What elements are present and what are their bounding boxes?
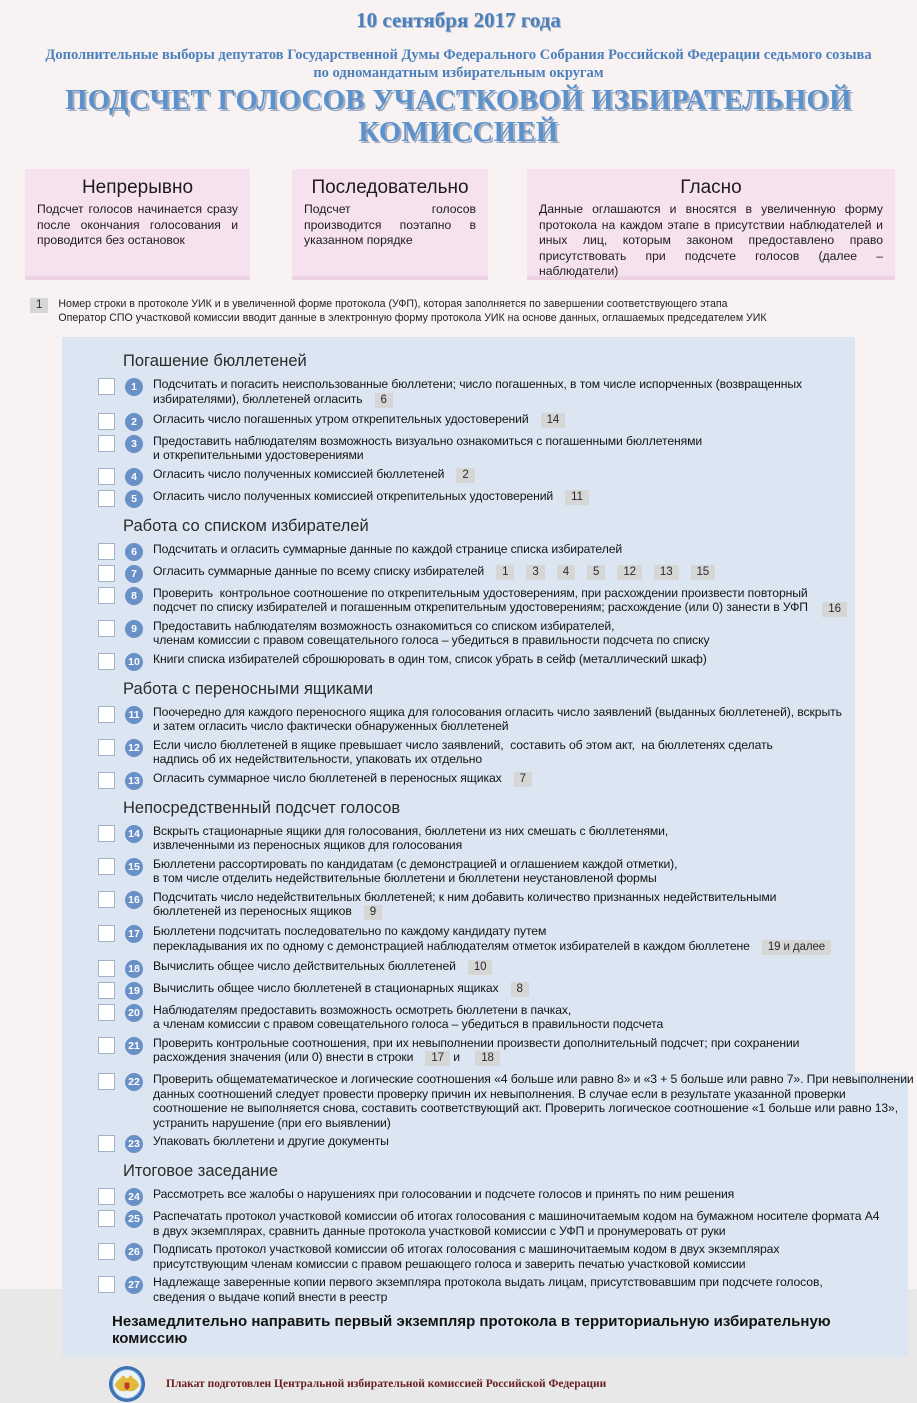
checkbox[interactable]: [98, 490, 115, 507]
checklist-item: [98, 413, 855, 431]
item-line: [153, 634, 709, 649]
protocol-line-badge: 5: [587, 565, 605, 580]
checklist-item: [98, 565, 855, 583]
checklist-item: [98, 435, 855, 464]
checkbox[interactable]: [98, 653, 115, 670]
item-text-segment: данных соотношений следует провести проверку причин их невыполнения. В случае если в результате указанной проверки: [153, 1086, 846, 1101]
item-text-segment: Книги списка избирателей сброшюровать в один том, список убрать в сейф (металлический шкаф): [153, 651, 707, 666]
item-text-segment: Распечатать протокол участковой комиссии об итогах голосования с машиночитаемым кодом на бумажном носителе формата А4: [153, 1209, 880, 1223]
protocol-line-badge: 3: [526, 565, 544, 580]
protocol-line-badge: 15: [691, 565, 716, 580]
checklist-item: [98, 620, 855, 649]
item-text-segment: расхождения значения (или 0) внести в строки: [153, 1050, 414, 1064]
item-text: [153, 1037, 799, 1068]
item-text-segment: Предоставить наблюдателям возможность ознакомиться со списком избирателей,: [153, 618, 615, 633]
checkbox[interactable]: [98, 1135, 115, 1152]
item-text-segment: и открепительными удостоверениями: [153, 448, 364, 462]
item-line: [153, 601, 808, 616]
final-note: Незамедлительно направить первый экземпляр протокола в территориальную избирательную комиссию: [112, 1313, 831, 1347]
checkbox[interactable]: [98, 378, 115, 395]
checkbox[interactable]: [98, 891, 115, 908]
item-text-segment: извлеченными из переносных ящиков для голосования: [153, 838, 463, 852]
checklist-item: [98, 1210, 908, 1239]
item-line: [153, 490, 589, 506]
item-text: [153, 543, 622, 558]
checklist-item: [98, 960, 855, 978]
item-text-segment: бюллетеней из переносных ящиков: [153, 904, 352, 918]
item-line: [153, 1291, 823, 1306]
item-text-segment: Надлежаще заверенные копии первого экземпляра протокола выдать лицам, присутствовавшим при подсчете голосов,: [153, 1275, 823, 1289]
item-text-segment: Наблюдателям предоставить возможность осмотреть бюллетени в пачках,: [153, 1002, 572, 1017]
item-line: [153, 1004, 663, 1019]
step-number: 14: [125, 825, 143, 843]
item-text: [153, 825, 668, 854]
checklist-item: [98, 1276, 908, 1305]
item-text-segment: Если число бюллетеней в ящике превышает число заявлений, составить об этом акт, на бюллетенях сделать: [153, 737, 773, 752]
checkbox[interactable]: [98, 825, 115, 842]
step-number: 24: [125, 1188, 143, 1206]
principle-text: Подсчет голосов производится поэтапно в указанном порядке: [304, 202, 476, 247]
step-number: 6: [125, 543, 143, 561]
step-number: 2: [125, 413, 143, 431]
item-text-segment: а членам комиссии с правом совещательного голоса – убедиться в правильности подсчета: [153, 1017, 664, 1031]
checklist-item: [98, 468, 855, 486]
item-text-segment: соотношение не выполняется снова, составить соответствующий акт. Проверить логическое соотношение «1 больше или равно 13»,: [153, 1101, 899, 1115]
protocol-line-badge: 17: [425, 1051, 450, 1066]
item-line: [153, 620, 709, 635]
item-text: [153, 739, 773, 768]
step-number: 4: [125, 468, 143, 486]
item-text-segment: Рассмотреть все жалобы о нарушениях при голосовании и подсчете голосов и принять по ним решения: [153, 1187, 735, 1201]
step-number: 9: [125, 620, 143, 638]
checklist-item: [98, 490, 855, 508]
protocol-line-badge: 12: [617, 565, 642, 580]
item-text: [153, 1188, 734, 1203]
checklist-panel-a: [62, 337, 855, 1073]
principle-text: Подсчет голосов начинается сразу после окончания голосования и проводится без остановок: [37, 202, 238, 247]
item-line: [153, 905, 776, 921]
item-text: [153, 653, 707, 668]
checkbox[interactable]: [98, 435, 115, 452]
checkbox[interactable]: [98, 1188, 115, 1205]
checklist-item: [98, 1188, 908, 1206]
principle-title: Гласно: [680, 177, 742, 198]
section-title: Работа с переносными ящиками: [123, 679, 374, 698]
item-text-segment: присутствующим членам комиссии с правом решающего голоса и заверить печатью участковой комиссии: [153, 1256, 746, 1271]
checkbox[interactable]: [98, 620, 115, 637]
principle-title: Непрерывно: [81, 177, 194, 198]
item-text-segment: перекладывания их по одному с демонстрацией наблюдателям отметок избирателей в каждом бюллетене: [153, 938, 750, 953]
item-line: [153, 413, 565, 429]
item-line: [153, 449, 702, 464]
item-text-segment: Поочередно для каждого переносного ящика для голосования огласить число заявлений (выданных бюллетеней), вскрыть: [153, 704, 842, 719]
step-number: 15: [125, 858, 143, 876]
poster-title: ПОДСЧЕТ ГОЛОСОВ УЧАСТКОВОЙ ИЗБИРАТЕЛЬНОЙ КОМИССИЕЙ: [65, 85, 852, 148]
step-number: 25: [125, 1210, 143, 1228]
item-line: [153, 1018, 663, 1033]
checkbox[interactable]: [98, 960, 115, 977]
item-line: [153, 393, 802, 409]
item-text: [153, 490, 589, 506]
item-line: [153, 378, 802, 393]
checklist-item: [98, 653, 855, 671]
checklist-item: [98, 1037, 855, 1068]
checklist-item: [98, 772, 855, 790]
item-line: [153, 753, 773, 768]
checkbox[interactable]: [98, 982, 115, 999]
checkbox[interactable]: [98, 925, 115, 942]
checklist-item: [98, 982, 855, 1000]
item-line: [153, 739, 773, 754]
item-line: [153, 1276, 823, 1291]
section-title: Работа со списком избирателей: [123, 516, 369, 535]
protocol-line-badge: 14: [541, 413, 566, 428]
item-text: [153, 925, 831, 956]
item-text-segment: избирателями), бюллетеней огласить: [153, 391, 363, 406]
checkbox[interactable]: [98, 565, 115, 582]
footer: [108, 1365, 917, 1403]
checklist-item: [98, 587, 855, 616]
item-line: [153, 960, 492, 976]
checklist-item: [98, 1243, 908, 1272]
item-text-segment: Подсчитать число недействительных бюллетеней; к ним добавить количество признанных недействительными: [153, 889, 777, 904]
checklist-item: [98, 925, 855, 956]
item-text: [153, 1210, 879, 1239]
item-line: [153, 839, 668, 854]
item-text: [153, 960, 492, 976]
step-number: 16: [125, 891, 143, 909]
protocol-line-badge: 19 и далее: [762, 940, 831, 955]
item-text-segment: и затем огласить число фактически обнаруженных бюллетеней: [153, 719, 509, 733]
item-text-segment: Огласить число полученных комиссией бюллетеней: [153, 466, 445, 481]
item-line: [153, 825, 668, 840]
section-title: Погашение бюллетеней: [123, 352, 307, 370]
checkbox[interactable]: [98, 1037, 115, 1054]
step-number: 19: [125, 982, 143, 1000]
principle-box-continuous: [25, 169, 250, 280]
protocol-line-badge: 7: [514, 772, 532, 787]
step-number: 8: [125, 587, 143, 605]
protocol-line-badge: 13: [654, 565, 679, 580]
item-line: [153, 1051, 799, 1067]
protocol-line-badge: 8: [511, 982, 529, 997]
item-line: [153, 872, 677, 887]
item-line: [153, 1037, 799, 1052]
step-number: 18: [125, 960, 143, 978]
step-number: 7: [125, 565, 143, 583]
principle-box-sequential: [292, 169, 488, 280]
checkbox[interactable]: [98, 739, 115, 756]
protocol-line-badge: 2: [456, 468, 474, 483]
step-number: 17: [125, 925, 143, 943]
item-text-segment: устранить нарушение (при его выявлении): [153, 1115, 391, 1130]
item-text-segment: Бюллетени рассортировать по кандидатам (с демонстрацией и оглашением каждой отметки),: [153, 856, 678, 871]
item-line: [153, 1243, 779, 1258]
legend-line1: Номер строки в протоколе УИК и в увеличенной форме протокола (УФП), которая заполняется по завершении соответствующего этапа: [58, 298, 728, 310]
item-text: [153, 378, 802, 409]
checklist-item: [98, 378, 855, 409]
checklist-item: [98, 739, 855, 768]
item-text-segment: сведения о выдаче копий внести в реестр: [153, 1289, 388, 1304]
legend-line-badge: 1: [30, 298, 48, 313]
item-text-segment: Бюллетени подсчитать последовательно по каждому кандидату путем: [153, 924, 547, 938]
item-line: [153, 1258, 779, 1273]
item-line: [153, 858, 677, 873]
item-line: [153, 565, 715, 581]
item-text-segment: надпись об их недействительности, упаковать их отдельно: [153, 752, 483, 766]
item-text: [153, 435, 702, 464]
item-text: [153, 982, 529, 998]
item-line: [153, 468, 475, 484]
step-number: 13: [125, 772, 143, 790]
item-text: [153, 620, 709, 649]
protocol-line-badge: 1: [496, 565, 514, 580]
item-text-segment: Подписать протокол участковой комиссии об итогах голосования с машиночитаемым кодом в двух экземплярах: [153, 1242, 780, 1256]
item-line: [153, 1135, 389, 1150]
item-line: [153, 1210, 879, 1225]
item-text-segment: Подсчитать и погасить неиспользованные бюллетени; число погашенных, в том числе испорченных (возвращенных: [153, 377, 802, 391]
protocol-line-badge: 11: [565, 490, 589, 505]
election-subtitle-line1: Дополнительные выборы депутатов Государственной Думы Федерального Собрания Российской Федерации седьмого созыва: [45, 47, 872, 63]
checkbox[interactable]: [98, 468, 115, 485]
step-number: 10: [125, 653, 143, 671]
checkbox[interactable]: [98, 413, 115, 430]
item-text: [153, 858, 677, 887]
checklist-item: [98, 858, 855, 887]
item-line: [153, 982, 529, 998]
checklist-item: [98, 1004, 855, 1033]
item-line: [153, 587, 808, 602]
checkbox[interactable]: [98, 1004, 115, 1021]
checklist-item: [98, 891, 855, 922]
item-text: [153, 706, 842, 735]
header: [0, 0, 917, 149]
section-title: Итоговое заседание: [123, 1162, 278, 1180]
step-number: 1: [125, 378, 143, 396]
item-text: [153, 1276, 823, 1305]
checklist-item: [98, 543, 855, 561]
item-text-segment: подсчет по списку избирателей и погашенным открепительным удостоверениям; расхождение (или 0) занести в УФП: [153, 600, 808, 614]
step-number: 23: [125, 1135, 143, 1153]
legend-text: [58, 298, 766, 325]
item-text-segment: Предоставить наблюдателям возможность визуально ознакомиться с погашенными бюллетенями: [153, 433, 703, 448]
checkbox[interactable]: [98, 587, 115, 604]
item-text-segment: членам комиссии с правом совещательного голоса – убедиться в правильности подсчета по списку: [153, 633, 710, 647]
item-text-segment: Огласить число погашенных утром открепительных удостоверений: [153, 411, 529, 426]
item-text: [153, 772, 532, 788]
item-text-segment: Подсчитать и огласить суммарные данные по каждой странице списка избирателей: [153, 541, 623, 556]
item-line: [153, 940, 831, 956]
election-subtitle-line2: по одномандатным избирательным округам: [313, 65, 604, 81]
protocol-line-badge: 18: [475, 1051, 500, 1066]
checkbox[interactable]: [98, 706, 115, 723]
item-line: [153, 653, 707, 668]
cec-emblem-icon: [108, 1365, 146, 1403]
checklist-item: [98, 1135, 908, 1153]
item-line: [153, 1088, 914, 1103]
item-line: [153, 706, 842, 721]
item-line: [153, 1102, 914, 1117]
election-date: 10 сентября 2017 года: [356, 8, 561, 32]
item-line: [153, 891, 776, 906]
legend: [30, 298, 917, 325]
protocol-line-badge: 9: [364, 905, 382, 920]
principle-box-public: [527, 169, 895, 280]
protocol-line-badge: 6: [375, 393, 393, 408]
checkbox[interactable]: [98, 1243, 115, 1260]
checklist-panel-b: [62, 1072, 914, 1357]
checkbox[interactable]: [98, 543, 115, 560]
item-text: [153, 891, 776, 922]
checklist-item: [98, 706, 855, 735]
item-line: [153, 435, 702, 450]
legend-line2: Оператор СПО участковой комиссии вводит данные в электронную форму протокола УИК на основе данных, оглашаемых председателем УИК: [58, 311, 767, 324]
checkbox[interactable]: [98, 1276, 115, 1293]
item-text: [153, 1004, 663, 1033]
item-line: [153, 543, 622, 558]
step-number: 5: [125, 490, 143, 508]
item-text-segment: Проверить общематематическое и логические соотношения «4 больше или равно 8» и «3 + 5 больше или равно 7». При невыполнении: [153, 1072, 914, 1086]
protocol-line-badge: 4: [557, 565, 575, 580]
item-text-segment: Проверить контрольные соотношения, при их невыполнении произвести дополнительный подсчет; при сохранении: [153, 1035, 800, 1050]
item-text-segment: Огласить число полученных комиссией открепительных удостоверений: [153, 488, 554, 503]
item-text: [153, 587, 808, 616]
item-text-segment: Огласить суммарное число бюллетеней в переносных ящиках: [153, 770, 502, 785]
checklist-item: [98, 825, 855, 854]
step-number: 3: [125, 435, 143, 453]
protocol-line-badge: 10: [468, 960, 493, 975]
step-number: 11: [125, 706, 143, 724]
item-text-segment: Вычислить общее число бюллетеней в стационарных ящиках: [153, 980, 499, 995]
checklist-item: [98, 1072, 914, 1131]
step-number: 20: [125, 1004, 143, 1022]
step-number: 26: [125, 1243, 143, 1261]
item-text-segment: Проверить контрольное соотношение по открепительным удостоверениям, при расхождении произвести повторный: [153, 585, 808, 600]
footer-credit: Плакат подготовлен Центральной избирательной комиссией Российской Федерации: [166, 1378, 607, 1390]
item-text-segment: Огласить суммарные данные по всему списку избирателей: [153, 563, 485, 578]
item-text: [153, 468, 475, 484]
step-number: 12: [125, 739, 143, 757]
step-number: 22: [125, 1073, 143, 1091]
item-text-segment: Вскрыть стационарные ящики для голосования, бюллетени из них смешать с бюллетенями,: [153, 823, 669, 838]
checkbox[interactable]: [98, 772, 115, 789]
item-text: [153, 565, 715, 581]
checkbox[interactable]: [98, 1073, 115, 1090]
item-text: [153, 1135, 389, 1150]
item-text: [153, 1073, 914, 1131]
principle-title: Последовательно: [311, 177, 469, 198]
principles-row: [25, 169, 917, 280]
item-text-segment: в том числе отделить недействительные бюллетени и бюллетени неустановленой формы: [153, 871, 657, 885]
item-line: [153, 1117, 914, 1132]
item-line: [153, 720, 842, 735]
item-text: [153, 413, 565, 429]
principle-text: Данные оглашаются и вносятся в увеличенную форму протокола на каждом этапе в присутствии наблюдателей и иных лиц, которым законом предоставлено право присутствовать при подсчете голосов (далее – наблюдатели): [539, 202, 883, 278]
section-title: Непосредственный подсчет голосов: [123, 798, 401, 817]
item-text-segment: и: [449, 1050, 464, 1064]
item-text-segment: Упаковать бюллетени и другие документы: [153, 1134, 389, 1148]
step-number: 27: [125, 1276, 143, 1294]
item-line: [153, 1073, 914, 1088]
protocol-line-badge: 16: [822, 602, 847, 617]
item-text-segment: Вычислить общее число действительных бюллетеней: [153, 958, 456, 973]
checkbox[interactable]: [98, 1210, 115, 1227]
step-number: 21: [125, 1037, 143, 1055]
item-line: [153, 1225, 879, 1240]
item-text: [153, 1243, 779, 1272]
checkbox[interactable]: [98, 858, 115, 875]
item-line: [153, 772, 532, 788]
item-line: [153, 925, 831, 940]
item-text-segment: в двух экземплярах, сравнить данные протокола участковой комиссии с УФП и пронумеровать от руки: [153, 1223, 726, 1238]
item-line: [153, 1188, 734, 1203]
